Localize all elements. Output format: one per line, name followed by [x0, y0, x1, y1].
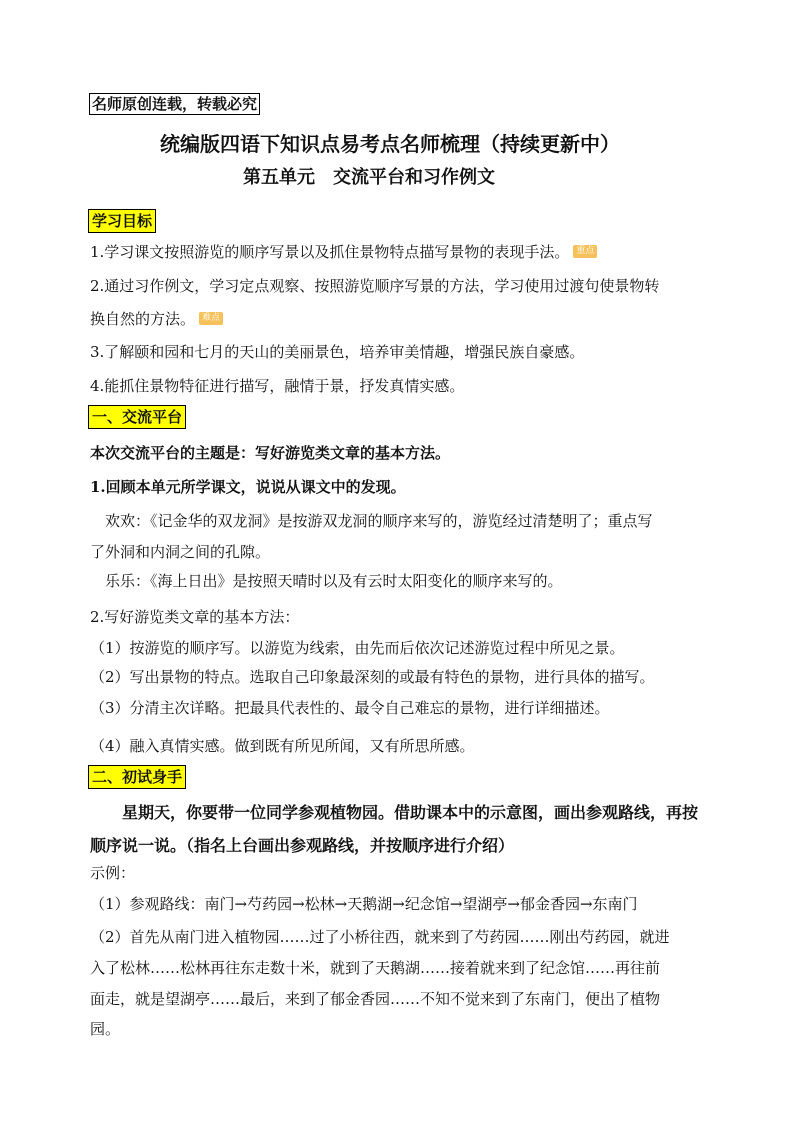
- document-subtitle: 第五单元 交流平台和习作例文: [243, 167, 495, 188]
- copyright-notice: 名师原创连载，转载必究: [89, 93, 260, 115]
- goal-item-4: 4.能抓住景物特征进行描写，融情于景，抒发真情实感。: [90, 377, 465, 395]
- section-heading-goals: 学习目标: [88, 209, 156, 233]
- question-2: 2.写好游览类文章的基本方法：: [90, 608, 300, 626]
- platform-theme: 本次交流平台的主题是：写好游览类文章的基本方法。: [90, 444, 451, 462]
- trial-task-line-2: 顺序说一说。（指名上台画出参观路线，并按顺序进行介绍）: [90, 836, 515, 855]
- method-item-1: （1）按游览的顺序写。以游览为线索，由先而后依次记述游览过程中所见之景。: [90, 639, 625, 657]
- route-line: （1）参观路线：南门→芍药园→松林→天鹅湖→纪念馆→望湖亭→郁金香园→东南门: [90, 895, 638, 913]
- goal-item-2-line-2: [90, 308, 223, 329]
- description-line-2: 入了松林……松林再往东走数十米，就到了天鹅湖……接着就来到了纪念馆……再往前: [90, 959, 661, 977]
- example-label: 示例：: [90, 864, 136, 882]
- trial-task-line-1: 星期天，你要带一位同学参观植物园。借助课本中的示意图，画出参观路线，再按: [122, 803, 699, 822]
- difficult-point-badge: 难点: [199, 312, 223, 325]
- goal-item-1-text: 1.学习课文按照游览的顺序写景以及抓住景物特点描写景物的表现手法。: [90, 243, 570, 261]
- method-item-3: （3）分清主次详略。把最具代表性的、最令自己难忘的景物，进行详细描述。: [90, 699, 610, 717]
- goal-item-2-text: 换自然的方法。: [90, 310, 196, 328]
- section-heading-trial: 二、初试身手: [88, 765, 186, 789]
- lele-text: 《海上日出》是按照天晴时以及有云时太阳变化的顺序来写的。: [150, 572, 563, 590]
- method-item-4: （4）融入真情实感。做到既有所见所闻，又有所思所感。: [90, 737, 475, 755]
- goal-item-3: 3.了解颐和园和七月的天山的美丽景色，培养审美情趣，增强民族自豪感。: [90, 343, 585, 361]
- huanhuan-text: 《记金华的双龙洞》是按游双龙洞的顺序来写的，游览经过清楚明了；重点写: [150, 512, 653, 530]
- speaker-lele: 乐乐：: [105, 572, 151, 590]
- description-line-3: 面走，就是望湖亭……最后，来到了郁金香园……不知不觉来到了东南门，便出了植物: [90, 990, 661, 1008]
- method-item-2: （2）写出景物的特点。选取自己印象最深刻的或最有特色的景物，进行具体的描写。: [90, 668, 655, 686]
- goal-item-1: [90, 241, 597, 262]
- document-title: 统编版四语下知识点易考点名师梳理（持续更新中）: [160, 132, 620, 156]
- huanhuan-line-1: [105, 510, 653, 531]
- speaker-huanhuan: 欢欢：: [105, 512, 151, 530]
- huanhuan-line-2: 了外洞和内洞之间的孔隙。: [90, 543, 271, 561]
- description-line-4: 园。: [90, 1020, 121, 1038]
- lele-line: [105, 570, 563, 591]
- section-heading-platform: 一、交流平台: [88, 405, 186, 429]
- key-point-badge: 重点: [573, 245, 597, 258]
- goal-item-2-line-1: 2.通过习作例文，学习定点观察、按照游览顺序写景的方法，学习使用过渡句使景物转: [90, 277, 660, 295]
- description-line-1: （2）首先从南门进入植物园……过了小桥往西，就来到了芍药园……刚出芍药园，就进: [90, 928, 670, 946]
- question-1: 1.回顾本单元所学课文，说说从课文中的发现。: [90, 478, 406, 496]
